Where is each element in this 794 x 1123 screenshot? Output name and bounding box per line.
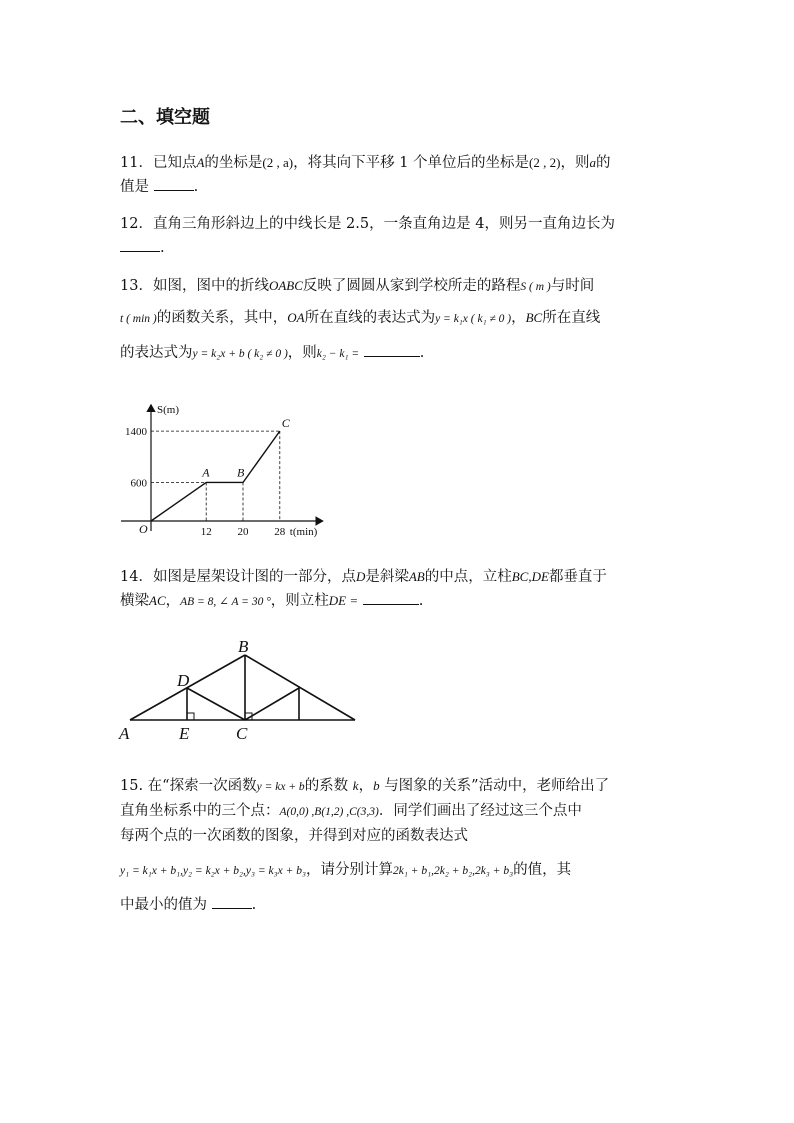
q13-line3: 的表达式为y = k₂x + b ( k₂ ≠ 0 )，则k₂ − k₁ = . [120, 341, 680, 366]
q15-line1: 15. 在“探索一次函数y = kx + b的系数 k，b 与图象的关系”活动中，老师给出了 [120, 778, 610, 794]
brace-left [187, 688, 245, 720]
q15-line2: 直角坐标系中的三个点：A(0,0) ,B(1,2) ,C(3,3)．同学们画出了经过这三个点中 [120, 803, 582, 819]
question-14 [120, 565, 680, 614]
point-label-o: O [139, 522, 148, 536]
answer-blank-14[interactable] [363, 590, 419, 605]
point-label-a: A [202, 465, 210, 480]
point-label-b: B [237, 465, 245, 480]
segment-oa [151, 482, 206, 521]
q13-line1: 13．如图，图中的折线OABC反映了圆圆从家到学校所走的路程S ( m )与时间 [120, 278, 595, 294]
q12-line1: 12．直角三角形斜边上的中线长是 2.5，一条直角边是 4，则另一直角边长为 [120, 216, 615, 232]
x-tick-28: 28 [274, 526, 286, 538]
question-11 [120, 151, 680, 199]
y-tick-1400: 1400 [125, 426, 147, 439]
answer-blank-15[interactable] [212, 894, 252, 909]
q12-line2: . [120, 236, 680, 260]
x-axis-label: t(min) [289, 526, 318, 538]
label-d: D [177, 671, 190, 690]
question-13 [120, 274, 680, 366]
question-12 [120, 212, 680, 260]
right-angle-e [187, 713, 194, 720]
label-a: A [119, 724, 130, 743]
x-tick-12: 12 [200, 526, 212, 538]
section-title: 二、填空题 [120, 107, 210, 128]
question-15 [120, 774, 680, 917]
q11-line2: 值是 . [120, 175, 680, 199]
roof-truss-figure [115, 635, 365, 745]
q15-line5: 中最小的值为 . [120, 893, 680, 917]
answer-blank-11[interactable] [154, 176, 194, 191]
label-e: E [179, 724, 190, 743]
label-b: B [238, 637, 249, 656]
q15-line3: 每两个点的一次函数的图象，并得到对应的函数表达式 [120, 828, 468, 844]
q13-line2: t ( min )的函数关系，其中，OA所在直线的表达式为y = k₁x ( k₁ ≠ 0 )，BC所在直线 [120, 310, 601, 326]
y-axis-label: S(m) [157, 404, 179, 416]
q15-line4: y₁ = k₁x + b₁,y₂ = k₂x + b₂,y₃ = k₃x + b₃，请分别计算2k₁ + b₁,2k₂ + b₂,2k₃ + b₃的值，其 [120, 862, 572, 878]
brace-right [245, 688, 299, 720]
answer-blank-13[interactable] [364, 342, 420, 357]
answer-blank-12[interactable] [120, 237, 160, 252]
distance-time-chart [115, 395, 335, 545]
point-label-c: C [281, 416, 290, 431]
x-tick-20: 20 [237, 526, 249, 538]
y-tick-600: 600 [130, 477, 147, 490]
q14-line2: 横梁AC，AB = 8, ∠ A = 30 °，则立柱DE = . [120, 589, 680, 614]
label-c: C [236, 724, 248, 743]
segment-bc [243, 431, 280, 482]
q14-line1: 14．如图是屋架设计图的一部分，点D是斜梁AB的中点，立柱BC,DE都垂直于 [120, 569, 607, 585]
q11-line1: 11．已知点A的坐标是(2 , a)，将其向下平移 1 个单位后的坐标是(2 , 2)，则a的 [120, 155, 611, 171]
